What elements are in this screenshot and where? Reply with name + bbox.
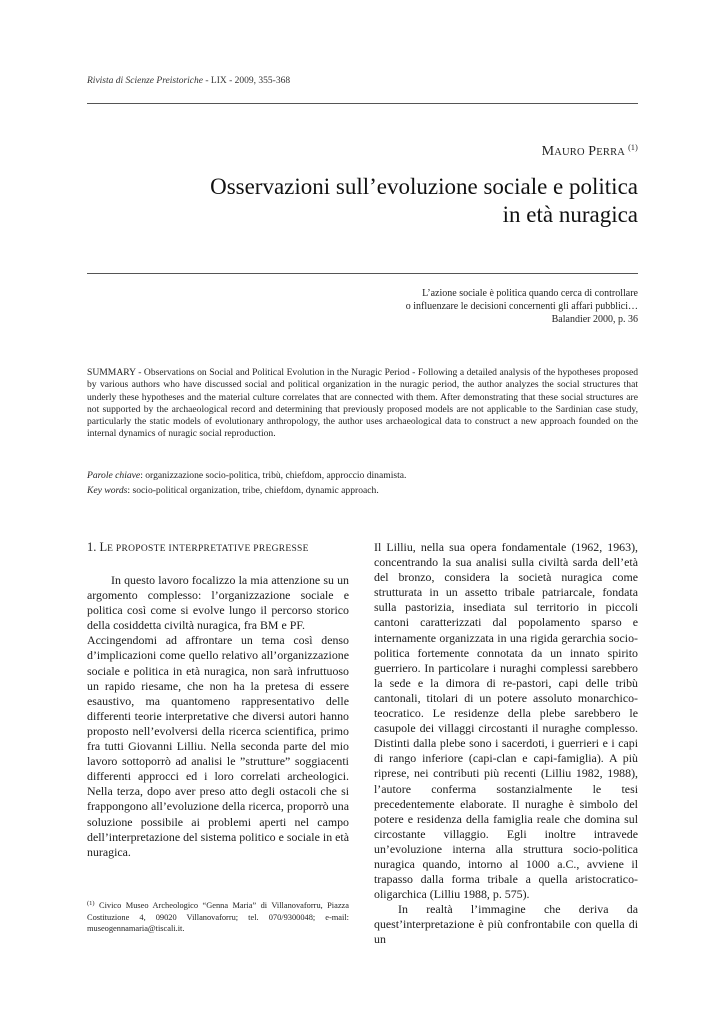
section-initial: L <box>99 540 108 554</box>
section-title-rest: E PROPOSTE INTERPRETATIVE PREGRESSE <box>107 544 309 554</box>
article-title <box>118 173 638 229</box>
author-note-mark: (1) <box>628 143 638 152</box>
paragraph: In realtà l’immagine che deriva da quest’interpretazione è più confrontabile con quella di un <box>374 902 638 947</box>
paragraph: Il Lilliu, nella sua opera fondamentale (1962, 1963), concentrando la sua analisi sulla civiltà sarda dell’età del bronzo, considera la società nuragica come strutturata in un assetto tribale patriarcale, fondata sulla pastorizia, insediata sul territorio in piccoli cantoni caratterizzati dal popolamento sparso e internamente organizzata in una rigida gerarchia socio-politica fortemente connotata da un innato spirito guerriero. In particolare i nuraghi complessi sarebbero la sede e la dimora di re-pastori, capi delle tribù cantonali, titolari di un potere assoluto monarchico-teocratico. Le residenze della plebe sarebbero le casupole dei villaggi circostanti il nuraghe complesso. Distinti dalla plebe sono i sacerdoti, i guerrieri e i capi di rango inferiore (capi-clan e capi-famiglia). A più riprese, nei contributi più recenti (Lilliu 1982, 1988), l’autore conferma sostanzialmente le tesi precedentemente elaborate. Il nuraghe è simbolo del potere e residenza della famiglia reale che domina sul circostante villaggio. Egli inoltre intravede un’evoluzione interna alla struttura socio-politica nuragica quando, intorno al 1000 a.C., avviene il trapasso dalla forma tribale a quella aristocratico-oligarchica (Lilliu 1988, p. 575). <box>374 540 638 902</box>
title-line-1: Osservazioni sull’evoluzione sociale e politica <box>210 174 638 199</box>
keywords-italian-text: : organizzazione socio-politica, tribù, chiefdom, approccio dinamista. <box>140 470 407 481</box>
summary: SUMMARY - Observations on Social and Political Evolution in the Nuragic Period - Following a detailed analysis of the hypotheses proposed by various authors who have discussed social and political organization in the nuragic period, the author analyzes the social structures that underly these hypotheses and the material culture correlates that are connected with them. After demonstrating that these social structures are not supported by the archaeological record and determining that previously proposed models are not applicable to the Sardinian case study, particularly the static models of evolutionary anthropology, the author uses archaeological data to construct a new approach founded on the internal dynamics of nuragic social reproduction. <box>87 367 638 440</box>
author-initial-first: M <box>541 144 555 159</box>
epigraph-line-1: L’azione sociale è politica quando cerca di controllare <box>422 288 638 299</box>
author-name <box>542 143 638 160</box>
title-rule <box>87 273 638 274</box>
keywords-italian-label: Parole chiave <box>87 470 141 481</box>
keywords-english-text: : socio-political organization, tribe, chiefdom, dynamic approach. <box>127 485 379 496</box>
paragraph: In questo lavoro focalizzo la mia attenzione su un argomento complesso: l’organizzazione sociale e politica così come si evolve lungo il percorso storico della cosiddetta civiltà nuragica, fra BM e PF. <box>87 573 349 633</box>
journal-header <box>87 76 290 86</box>
author-initial-last: P <box>588 144 597 159</box>
footnote-text: Civico Museo Archeologico “Genna Maria” di Villanovaforru, Piazza Costituzione 4, 09020 Villanovaforru; tel. 070/9300048; e-mail: museogennamaria@tiscali.it. <box>87 901 349 933</box>
section-number: 1. <box>87 540 100 554</box>
footnote <box>87 898 349 935</box>
footnote-mark: (1) <box>87 900 95 907</box>
keywords-english <box>87 483 638 498</box>
author-first-name-rest: AURO <box>554 147 585 158</box>
journal-name: Rivista di Scienze Preistoriche <box>87 76 203 86</box>
keywords-block <box>87 468 638 498</box>
epigraph-line-2: o influenzare le decisioni concernenti gli affari pubblici… <box>405 301 638 312</box>
left-column <box>87 540 349 860</box>
epigraph-citation: Balandier 2000, p. 36 <box>551 314 638 325</box>
paragraph: Accingendomi ad affrontare un tema così denso d’implicazioni come quello relativo all’organizzazione sociale e politica in età nuragica, non sarà infruttuoso un rapido riesame, che non ha la pretesa di essere esaustivo, ma quantomeno rappresentativo delle differenti teorie interpretative che diversi autori hanno proposto nell’evolversi della ricerca scientifica, primo fra tutti Giovanni Lilliu. Nella seconda parte del mio lavoro sottoporrò ad analisi le ”strutture” soggiacenti differenti approcci ed i loro correlati archeologici. Nella terza, dopo aver preso atto degli ostacoli che si frappongono all’evoluzione della ricerca, proporrò una soluzione possibile ai problemi aperti nel campo dell’interpretazione del sistema politico e sociale in età nuragica. <box>87 633 349 859</box>
right-column <box>374 540 638 948</box>
header-rule <box>87 103 638 104</box>
epigraph <box>218 287 638 326</box>
title-line-2: in età nuragica <box>502 202 638 227</box>
keywords-english-label: Key words <box>87 485 128 496</box>
keywords-italian <box>87 468 638 483</box>
journal-info: - LIX - 2009, 355-368 <box>203 76 291 86</box>
author-last-name-rest: ERRA <box>596 147 626 158</box>
section-heading <box>87 540 349 555</box>
